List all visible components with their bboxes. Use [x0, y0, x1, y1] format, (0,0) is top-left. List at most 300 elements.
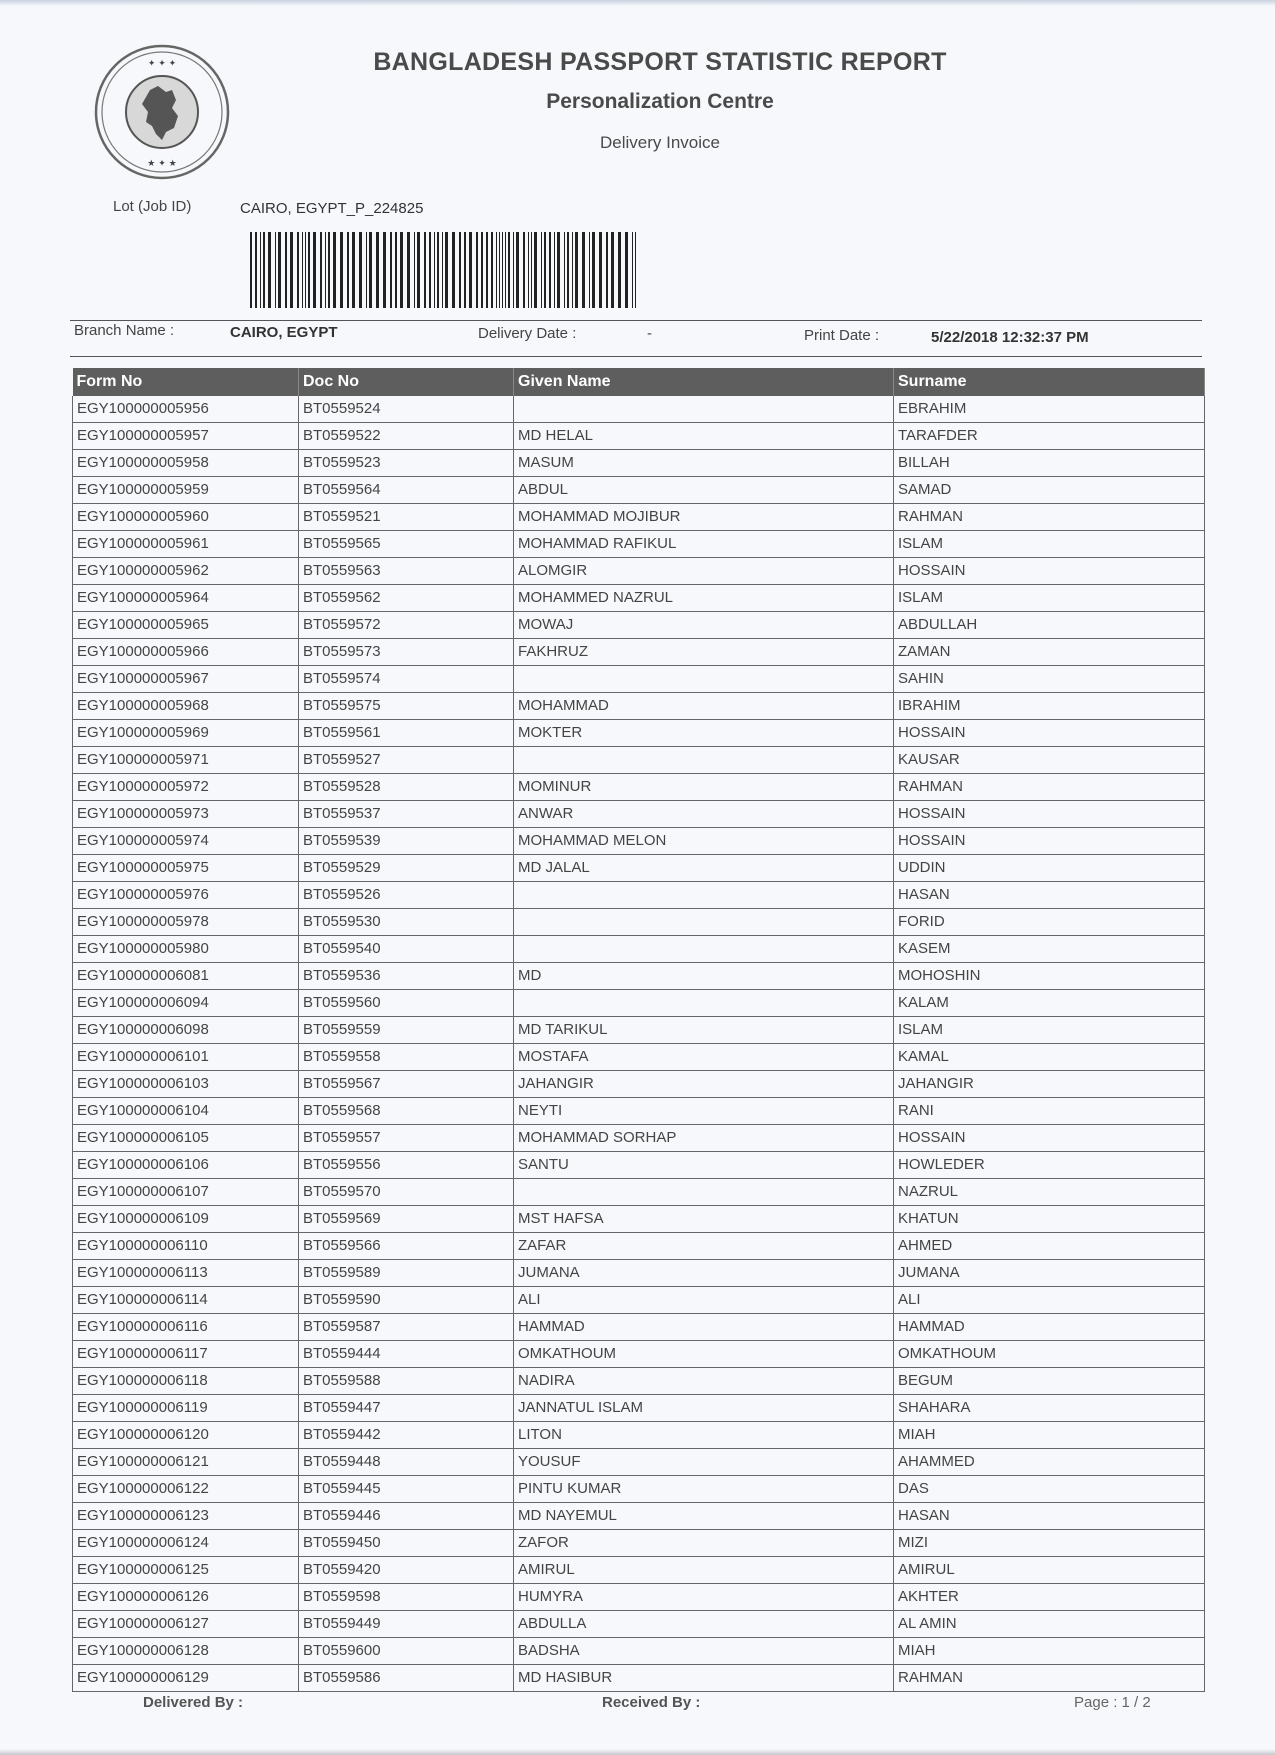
form-no-cell: EGY100000006127 [73, 1611, 299, 1638]
doc-no-cell: BT0559442 [299, 1422, 514, 1449]
form-no-cell: EGY100000005972 [73, 774, 299, 801]
barcode-bar [285, 232, 287, 308]
barcode-bar [268, 232, 271, 308]
doc-no-cell: BT0559562 [299, 585, 514, 612]
barcode-bar [491, 232, 493, 308]
table-row [73, 1611, 1205, 1638]
surname-cell: ZAMAN [894, 639, 1205, 666]
page-number: Page : 1 / 2 [1074, 1694, 1151, 1711]
table-row [73, 1233, 1205, 1260]
barcode-bar [390, 232, 392, 308]
barcode-bar [567, 232, 569, 308]
lot-value: CAIRO, EGYPT_P_224825 [240, 200, 424, 217]
surname-cell: NAZRUL [894, 1179, 1205, 1206]
table-row [73, 1017, 1205, 1044]
surname-cell: HASAN [894, 1503, 1205, 1530]
barcode-bar [544, 232, 546, 308]
form-no-cell: EGY100000005967 [73, 666, 299, 693]
doc-no-cell: BT0559568 [299, 1098, 514, 1125]
doc-no-cell: BT0559588 [299, 1368, 514, 1395]
table-row [73, 423, 1205, 450]
delivery-date-label: Delivery Date : [478, 325, 577, 342]
surname-cell: HOSSAIN [894, 720, 1205, 747]
doc-no-cell: BT0559563 [299, 558, 514, 585]
form-no-cell: EGY100000005965 [73, 612, 299, 639]
table-row [73, 1503, 1205, 1530]
barcode-bar [302, 232, 303, 308]
surname-cell: RANI [894, 1098, 1205, 1125]
barcode-bar [476, 232, 478, 308]
form-no-cell: EGY100000005956 [73, 396, 299, 423]
table-row [73, 504, 1205, 531]
doc-no-cell: BT0559540 [299, 936, 514, 963]
form-no-cell: EGY100000006094 [73, 990, 299, 1017]
doc-no-cell: BT0559556 [299, 1152, 514, 1179]
table-row [73, 1557, 1205, 1584]
form-no-cell: EGY100000006081 [73, 963, 299, 990]
given-name-cell: SANTU [514, 1152, 894, 1179]
table-row [73, 450, 1205, 477]
barcode-bar [325, 232, 326, 308]
form-no-cell: EGY100000006101 [73, 1044, 299, 1071]
barcode-bar [464, 232, 466, 308]
barcode-bar [502, 232, 503, 308]
surname-cell: MIZI [894, 1530, 1205, 1557]
form-no-cell: EGY100000005964 [73, 585, 299, 612]
doc-no-cell: BT0559572 [299, 612, 514, 639]
barcode-bar [320, 232, 322, 308]
given-name-cell: MOHAMMAD MELON [514, 828, 894, 855]
given-name-cell [514, 882, 894, 909]
doc-no-cell: BT0559598 [299, 1584, 514, 1611]
given-name-cell: JANNATUL ISLAM [514, 1395, 894, 1422]
document-type: Delivery Invoice [600, 133, 720, 152]
barcode-bar [469, 232, 472, 308]
form-no-cell: EGY100000005976 [73, 882, 299, 909]
table-row [73, 1179, 1205, 1206]
surname-cell: AMIRUL [894, 1557, 1205, 1584]
table-row [73, 639, 1205, 666]
given-name-cell: YOUSUF [514, 1449, 894, 1476]
table-row [73, 558, 1205, 585]
given-name-cell: LITON [514, 1422, 894, 1449]
table-row [73, 1044, 1205, 1071]
table-row [73, 585, 1205, 612]
barcode-bar [328, 232, 330, 308]
table-row [73, 720, 1205, 747]
surname-cell: KHATUN [894, 1206, 1205, 1233]
table-row [73, 828, 1205, 855]
given-name-cell: HUMYRA [514, 1584, 894, 1611]
given-name-cell: MOSTAFA [514, 1044, 894, 1071]
form-no-cell: EGY100000005959 [73, 477, 299, 504]
government-seal [92, 42, 232, 182]
given-name-cell: MOMINUR [514, 774, 894, 801]
form-no-cell: EGY100000006118 [73, 1368, 299, 1395]
column-header-form-no: Form No [73, 368, 299, 396]
barcode-bar [313, 232, 316, 308]
barcode-bar [589, 232, 590, 308]
given-name-cell: NEYTI [514, 1098, 894, 1125]
barcode-bar [635, 232, 636, 308]
delivered-by-label: Delivered By : [143, 1694, 244, 1711]
barcode-bar [632, 232, 633, 308]
doc-no-cell: BT0559539 [299, 828, 514, 855]
given-name-cell: MOHAMMAD SORHAP [514, 1125, 894, 1152]
table-row [73, 1395, 1205, 1422]
given-name-cell: NADIRA [514, 1368, 894, 1395]
given-name-cell: MD NAYEMUL [514, 1503, 894, 1530]
table-row [73, 396, 1205, 423]
surname-cell: BEGUM [894, 1368, 1205, 1395]
doc-no-cell: BT0559527 [299, 747, 514, 774]
doc-no-cell: BT0559574 [299, 666, 514, 693]
table-row [73, 1098, 1205, 1125]
barcode-bar [442, 232, 443, 308]
surname-cell: ALI [894, 1287, 1205, 1314]
given-name-cell [514, 1179, 894, 1206]
table-row [73, 1422, 1205, 1449]
doc-no-cell: BT0559560 [299, 990, 514, 1017]
doc-no-cell: BT0559537 [299, 801, 514, 828]
surname-cell: SHAHARA [894, 1395, 1205, 1422]
barcode-bar [278, 232, 281, 308]
barcode-bar [369, 232, 372, 308]
form-no-cell: EGY100000006129 [73, 1665, 299, 1692]
barcode-bar [582, 232, 585, 308]
form-no-cell: EGY100000006114 [73, 1287, 299, 1314]
given-name-cell [514, 936, 894, 963]
given-name-cell [514, 747, 894, 774]
column-header-given-name: Given Name [514, 368, 894, 396]
doc-no-cell: BT0559590 [299, 1287, 514, 1314]
table-row [73, 612, 1205, 639]
given-name-cell [514, 396, 894, 423]
given-name-cell [514, 990, 894, 1017]
barcode-bar [445, 232, 448, 308]
barcode-bar [452, 232, 455, 308]
doc-no-cell: BT0559536 [299, 963, 514, 990]
surname-cell: HASAN [894, 882, 1205, 909]
surname-cell: FORID [894, 909, 1205, 936]
form-no-cell: EGY100000006122 [73, 1476, 299, 1503]
print-date-value: 5/22/2018 12:32:37 PM [931, 329, 1089, 346]
surname-cell: DAS [894, 1476, 1205, 1503]
barcode-bar [611, 232, 614, 308]
form-no-cell: EGY100000006121 [73, 1449, 299, 1476]
table-row [73, 693, 1205, 720]
print-date-label: Print Date : [804, 327, 880, 344]
doc-no-cell: BT0559522 [299, 423, 514, 450]
surname-cell: RAHMAN [894, 1665, 1205, 1692]
barcode-bar [414, 232, 415, 308]
form-no-cell: EGY100000005978 [73, 909, 299, 936]
form-no-cell: EGY100000005975 [73, 855, 299, 882]
given-name-cell: ZAFOR [514, 1530, 894, 1557]
given-name-cell: ZAFAR [514, 1233, 894, 1260]
doc-no-cell: BT0559589 [299, 1260, 514, 1287]
barcode-bar [557, 232, 560, 308]
given-name-cell: MOHAMMAD RAFIKUL [514, 531, 894, 558]
doc-no-cell: BT0559444 [299, 1341, 514, 1368]
given-name-cell: ALI [514, 1287, 894, 1314]
doc-no-cell: BT0559524 [299, 396, 514, 423]
form-no-cell: EGY100000005974 [73, 828, 299, 855]
form-no-cell: EGY100000006113 [73, 1260, 299, 1287]
table-row [73, 1665, 1205, 1692]
form-no-cell: EGY100000006119 [73, 1395, 299, 1422]
svg-text:★ ✦ ★: ★ ✦ ★ [147, 159, 177, 169]
doc-no-cell: BT0559521 [299, 504, 514, 531]
barcode-bar [308, 232, 310, 308]
surname-cell: HOSSAIN [894, 828, 1205, 855]
form-no-cell: EGY100000006125 [73, 1557, 299, 1584]
form-no-cell: EGY100000006106 [73, 1152, 299, 1179]
table-row [73, 774, 1205, 801]
form-no-cell: EGY100000006109 [73, 1206, 299, 1233]
form-no-cell: EGY100000005968 [73, 693, 299, 720]
barcode [248, 232, 640, 308]
branch-label: Branch Name : [74, 322, 175, 339]
barcode-bar [531, 232, 532, 308]
report-title: BANGLADESH PASSPORT STATISTIC REPORT [373, 48, 947, 76]
doc-no-cell: BT0559586 [299, 1665, 514, 1692]
given-name-cell: BADSHA [514, 1638, 894, 1665]
barcode-bar [513, 232, 514, 308]
barcode-bar [534, 232, 537, 308]
barcode-bar [549, 232, 551, 308]
surname-cell: HAMMAD [894, 1314, 1205, 1341]
barcode-bar [437, 232, 439, 308]
surname-cell: TARAFDER [894, 423, 1205, 450]
given-name-cell: OMKATHOUM [514, 1341, 894, 1368]
surname-cell: MIAH [894, 1638, 1205, 1665]
surname-cell: JUMANA [894, 1260, 1205, 1287]
given-name-cell: MOHAMMAD [514, 693, 894, 720]
table-row [73, 1314, 1205, 1341]
surname-cell: OMKATHOUM [894, 1341, 1205, 1368]
divider-bottom [70, 356, 1202, 357]
lot-label: Lot (Job ID) [113, 198, 192, 215]
table-header-row [73, 368, 1205, 396]
given-name-cell: PINTU KUMAR [514, 1476, 894, 1503]
surname-cell: HOSSAIN [894, 1125, 1205, 1152]
surname-cell: HOSSAIN [894, 558, 1205, 585]
delivery-table [72, 368, 1204, 1692]
barcode-bar [407, 232, 410, 308]
doc-no-cell: BT0559570 [299, 1179, 514, 1206]
barcode-bar [417, 232, 420, 308]
table-row [73, 1341, 1205, 1368]
barcode-bar [400, 232, 403, 308]
table-row [73, 882, 1205, 909]
form-no-cell: EGY100000005957 [73, 423, 299, 450]
column-header-doc-no: Doc No [299, 368, 514, 396]
table-row [73, 1584, 1205, 1611]
doc-no-cell: BT0559523 [299, 450, 514, 477]
surname-cell: SAMAD [894, 477, 1205, 504]
table-row [73, 1206, 1205, 1233]
given-name-cell [514, 909, 894, 936]
form-no-cell: EGY100000005958 [73, 450, 299, 477]
doc-no-cell: BT0559573 [299, 639, 514, 666]
barcode-bar [352, 232, 355, 308]
table-row [73, 531, 1205, 558]
delivery-date-value: - [647, 325, 652, 342]
doc-no-cell: BT0559530 [299, 909, 514, 936]
table-row [73, 1638, 1205, 1665]
given-name-cell: MD HELAL [514, 423, 894, 450]
surname-cell: IBRAHIM [894, 693, 1205, 720]
doc-no-cell: BT0559450 [299, 1530, 514, 1557]
given-name-cell [514, 666, 894, 693]
doc-no-cell: BT0559449 [299, 1611, 514, 1638]
barcode-bar [429, 232, 431, 308]
given-name-cell: MOHAMMED NAZRUL [514, 585, 894, 612]
barcode-bar [516, 232, 519, 308]
given-name-cell: JAHANGIR [514, 1071, 894, 1098]
surname-cell: JAHANGIR [894, 1071, 1205, 1098]
given-name-cell: ABDUL [514, 477, 894, 504]
barcode-bar [592, 232, 595, 308]
table-row [73, 477, 1205, 504]
barcode-bar [347, 232, 349, 308]
doc-no-cell: BT0559569 [299, 1206, 514, 1233]
surname-cell: EBRAHIM [894, 396, 1205, 423]
barcode-bar [625, 232, 628, 308]
surname-cell: KASEM [894, 936, 1205, 963]
doc-no-cell: BT0559559 [299, 1017, 514, 1044]
doc-no-cell: BT0559587 [299, 1314, 514, 1341]
given-name-cell: MASUM [514, 450, 894, 477]
table-row [73, 1260, 1205, 1287]
given-name-cell: ALOMGIR [514, 558, 894, 585]
form-no-cell: EGY100000005980 [73, 936, 299, 963]
surname-cell: ABDULLAH [894, 612, 1205, 639]
surname-cell: ISLAM [894, 531, 1205, 558]
page-top-edge [0, 0, 1275, 6]
table-row [73, 936, 1205, 963]
table-row [73, 963, 1205, 990]
form-no-cell: EGY100000005966 [73, 639, 299, 666]
given-name-cell: MOWAJ [514, 612, 894, 639]
given-name-cell: MD HASIBUR [514, 1665, 894, 1692]
barcode-bar [255, 232, 257, 308]
surname-cell: RAHMAN [894, 774, 1205, 801]
given-name-cell: MD TARIKUL [514, 1017, 894, 1044]
barcode-bar [275, 232, 276, 308]
doc-no-cell: BT0559448 [299, 1449, 514, 1476]
table-row [73, 747, 1205, 774]
given-name-cell: AMIRUL [514, 1557, 894, 1584]
barcode-bar [260, 232, 261, 308]
form-no-cell: EGY100000006117 [73, 1341, 299, 1368]
given-name-cell: MOKTER [514, 720, 894, 747]
form-no-cell: EGY100000005969 [73, 720, 299, 747]
barcode-bar [541, 232, 542, 308]
given-name-cell: HAMMAD [514, 1314, 894, 1341]
surname-cell: MOHOSHIN [894, 963, 1205, 990]
barcode-bar [395, 232, 397, 308]
form-no-cell: EGY100000006128 [73, 1638, 299, 1665]
form-no-cell: EGY100000006098 [73, 1017, 299, 1044]
barcode-bar [564, 232, 565, 308]
barcode-bar [376, 232, 379, 308]
form-no-cell: EGY100000006104 [73, 1098, 299, 1125]
form-no-cell: EGY100000006120 [73, 1422, 299, 1449]
table-row [73, 1287, 1205, 1314]
barcode-bar [528, 232, 529, 308]
table-row [73, 1071, 1205, 1098]
form-no-cell: EGY100000006116 [73, 1314, 299, 1341]
given-name-cell: MST HAFSA [514, 1206, 894, 1233]
surname-cell: AKHTER [894, 1584, 1205, 1611]
doc-no-cell: BT0559558 [299, 1044, 514, 1071]
surname-cell: ISLAM [894, 585, 1205, 612]
doc-no-cell: BT0559557 [299, 1125, 514, 1152]
barcode-bar [434, 232, 435, 308]
doc-no-cell: BT0559446 [299, 1503, 514, 1530]
form-no-cell: EGY100000006123 [73, 1503, 299, 1530]
doc-no-cell: BT0559526 [299, 882, 514, 909]
given-name-cell: MD [514, 963, 894, 990]
form-no-cell: EGY100000005960 [73, 504, 299, 531]
form-no-cell: EGY100000006126 [73, 1584, 299, 1611]
barcode-bar [359, 232, 362, 308]
barcode-bar [618, 232, 621, 308]
doc-no-cell: BT0559529 [299, 855, 514, 882]
barcode-bar [486, 232, 488, 308]
doc-no-cell: BT0559447 [299, 1395, 514, 1422]
doc-no-cell: BT0559575 [299, 693, 514, 720]
surname-cell: RAHMAN [894, 504, 1205, 531]
surname-cell: ISLAM [894, 1017, 1205, 1044]
table-row [73, 1152, 1205, 1179]
barcode-bar [459, 232, 461, 308]
surname-cell: AHMED [894, 1233, 1205, 1260]
surname-cell: AL AMIN [894, 1611, 1205, 1638]
form-no-cell: EGY100000005973 [73, 801, 299, 828]
barcode-bar [575, 232, 578, 308]
given-name-cell: MD JALAL [514, 855, 894, 882]
surname-cell: SAHIN [894, 666, 1205, 693]
barcode-bar [305, 232, 306, 308]
barcode-bar [340, 232, 343, 308]
given-name-cell: MOHAMMAD MOJIBUR [514, 504, 894, 531]
barcode-bar [424, 232, 426, 308]
surname-cell: KAUSAR [894, 747, 1205, 774]
form-no-cell: EGY100000006110 [73, 1233, 299, 1260]
surname-cell: HOWLEDER [894, 1152, 1205, 1179]
form-no-cell: EGY100000006124 [73, 1530, 299, 1557]
barcode-bar [290, 232, 293, 308]
column-header-surname: Surname [894, 368, 1205, 396]
received-by-label: Received By : [602, 1694, 701, 1711]
barcode-bar [523, 232, 525, 308]
report-subtitle: Personalization Centre [546, 90, 774, 113]
barcode-bar [554, 232, 555, 308]
doc-no-cell: BT0559420 [299, 1557, 514, 1584]
surname-cell: MIAH [894, 1422, 1205, 1449]
table-row [73, 666, 1205, 693]
barcode-bar [508, 232, 510, 308]
barcode-bar [481, 232, 483, 308]
surname-cell: KAMAL [894, 1044, 1205, 1071]
barcode-bar [572, 232, 573, 308]
doc-no-cell: BT0559600 [299, 1638, 514, 1665]
surname-cell: UDDIN [894, 855, 1205, 882]
form-no-cell: EGY100000006105 [73, 1125, 299, 1152]
